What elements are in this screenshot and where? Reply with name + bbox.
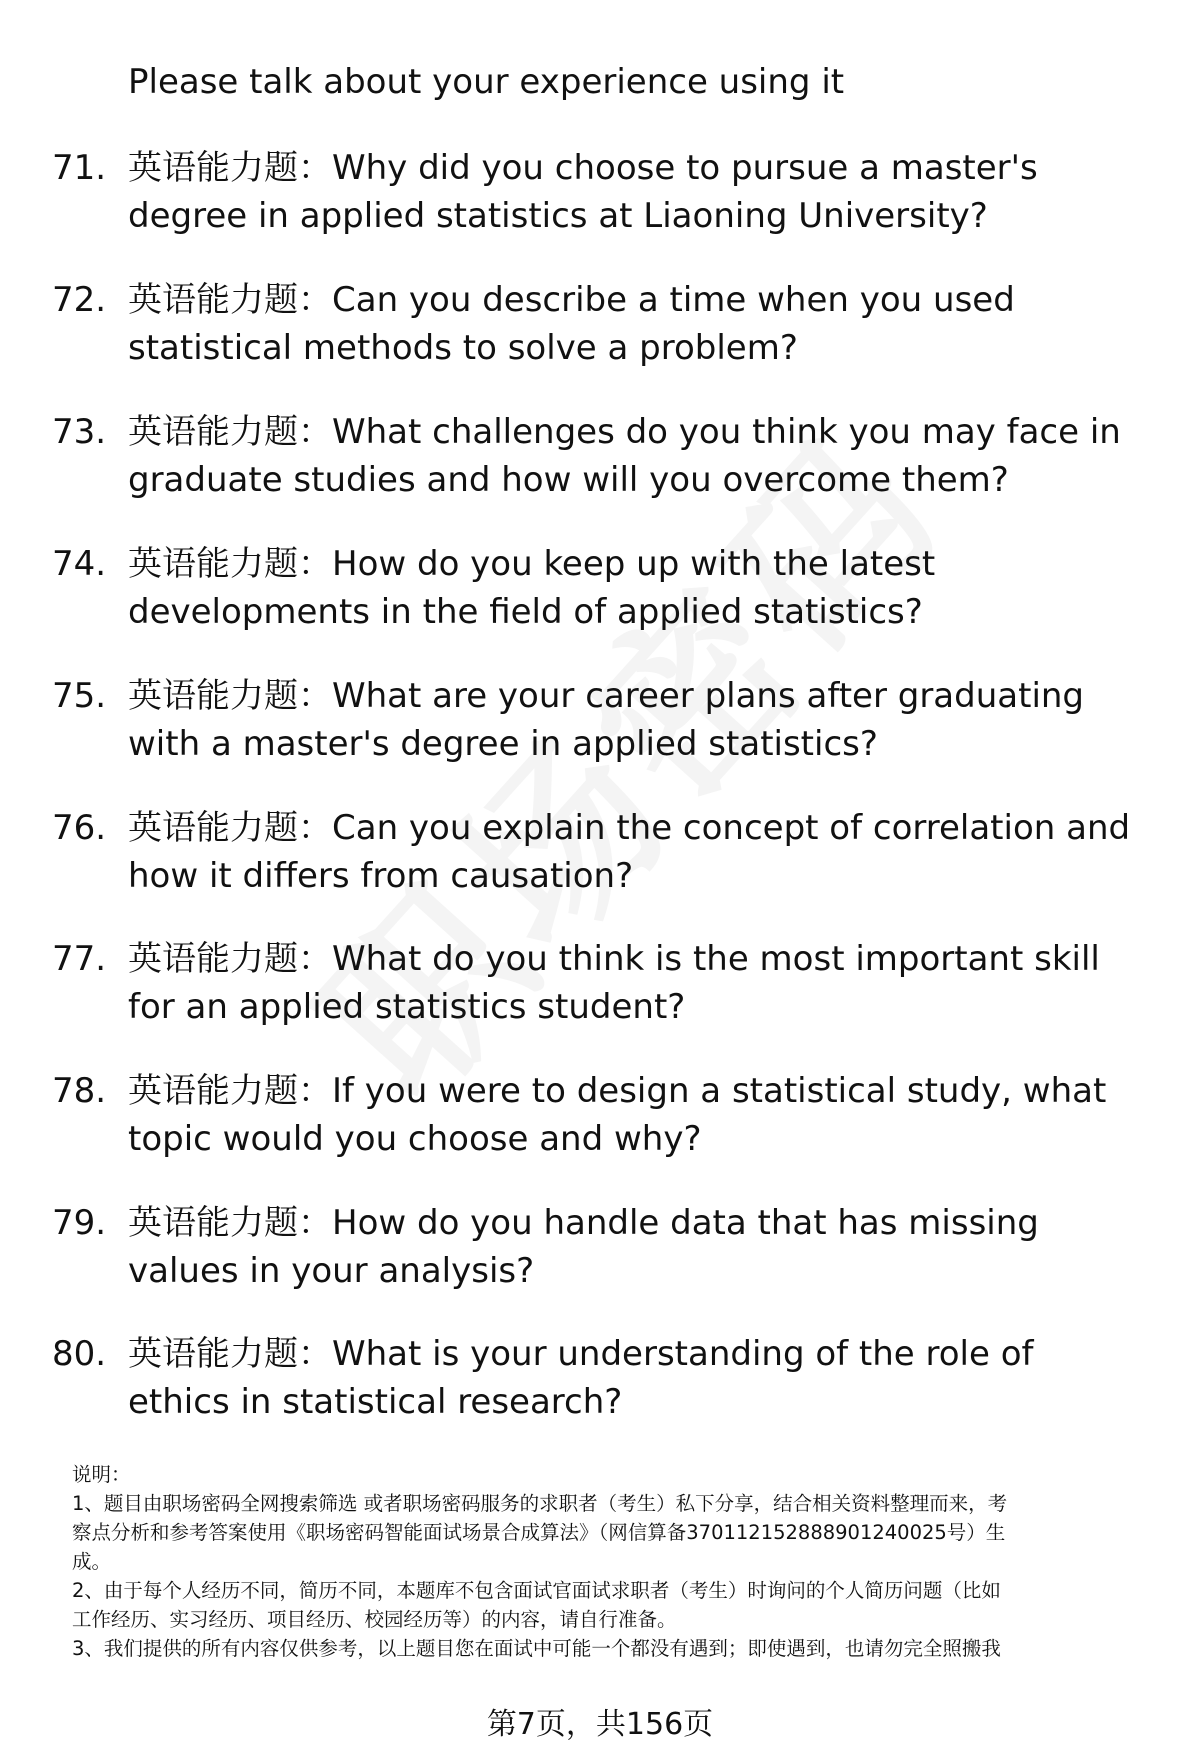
question-tag: 英语能力题：	[128, 1071, 332, 1111]
question-tag: 英语能力题：	[128, 148, 332, 188]
question-item	[52, 1067, 1172, 1163]
question-body	[128, 276, 1172, 372]
question-tag: 英语能力题：	[128, 280, 332, 320]
question-item	[52, 276, 1172, 372]
question-tag: 英语能力题：	[128, 939, 332, 979]
question-item	[52, 540, 1172, 636]
question-number: 72.	[52, 280, 107, 320]
question-item	[52, 1199, 1172, 1295]
question-number: 73.	[52, 412, 107, 452]
question-body	[128, 540, 1172, 636]
notes-line: 工作经历、实习经历、项目经历、校园经历等）的内容，请自行准备。	[72, 1608, 677, 1631]
continuation-line: Please talk about your experience using it	[128, 62, 845, 102]
question-body	[128, 408, 1172, 504]
question-item	[52, 935, 1172, 1031]
question-text: How do you keep up with the latest developments in the field of applied statistics?	[128, 544, 936, 632]
question-number: 71.	[52, 148, 107, 188]
question-text: What is your understanding of the role of ethics in statistical research?	[128, 1334, 1034, 1422]
question-tag: 英语能力题：	[128, 1334, 332, 1374]
question-text: What do you think is the most important skill for an applied statistics student?	[128, 939, 1100, 1027]
notes-line: 3、我们提供的所有内容仅供参考，以上题目您在面试中可能一个都没有遇到；即使遇到，也请勿完全照搬我	[72, 1637, 1001, 1660]
question-body	[128, 1330, 1172, 1426]
question-text: If you were to design a statistical study, what topic would you choose and why?	[128, 1071, 1107, 1159]
notes-line: 成。	[72, 1550, 112, 1573]
question-text: What challenges do you think you may face in graduate studies and how will you overcome them?	[128, 412, 1121, 500]
question-number: 77.	[52, 939, 107, 979]
question-item	[52, 672, 1172, 768]
question-tag: 英语能力题：	[128, 412, 332, 452]
question-text: Why did you choose to pursue a master's degree in applied statistics at Liaoning University?	[128, 148, 1038, 236]
question-item	[52, 144, 1172, 240]
question-number: 76.	[52, 808, 107, 848]
question-body	[128, 804, 1172, 900]
question-number: 75.	[52, 676, 107, 716]
question-body	[128, 935, 1172, 1031]
notes-line: 1、题目由职场密码全网搜索筛选 或者职场密码服务的求职者（考生）私下分享，结合相关资料整理而来，考	[72, 1492, 1008, 1515]
notes-line: 察点分析和参考答案使用《职场密码智能面试场景合成算法》（网信算备370112152888901240025号）生	[72, 1521, 1006, 1544]
question-tag: 英语能力题：	[128, 676, 332, 716]
question-number: 78.	[52, 1071, 107, 1111]
question-number: 79.	[52, 1203, 107, 1243]
question-tag: 英语能力题：	[128, 544, 332, 584]
question-text: Can you explain the concept of correlation and how it differs from causation?	[128, 808, 1131, 896]
notes-line: 2、由于每个人经历不同，简历不同，本题库不包含面试官面试求职者（考生）时询问的个人简历问题（比如	[72, 1579, 1001, 1602]
question-item	[52, 804, 1172, 900]
question-tag: 英语能力题：	[128, 1203, 332, 1243]
notes-heading: 说明：	[72, 1463, 131, 1486]
page-number: 第7页，共156页	[486, 1707, 714, 1742]
question-item	[52, 408, 1172, 504]
question-item	[52, 1330, 1172, 1426]
question-text: How do you handle data that has missing values in your analysis?	[128, 1203, 1039, 1291]
question-body	[128, 144, 1172, 240]
notes-section	[72, 1460, 1152, 1663]
question-tag: 英语能力题：	[128, 808, 332, 848]
question-body	[128, 1067, 1172, 1163]
question-text: Can you describe a time when you used statistical methods to solve a problem?	[128, 280, 1015, 368]
question-body	[128, 672, 1172, 768]
question-number: 74.	[52, 544, 107, 584]
question-text: What are your career plans after graduating with a master's degree in applied statistics?	[128, 676, 1085, 764]
question-body	[128, 1199, 1172, 1295]
question-number: 80.	[52, 1334, 107, 1374]
